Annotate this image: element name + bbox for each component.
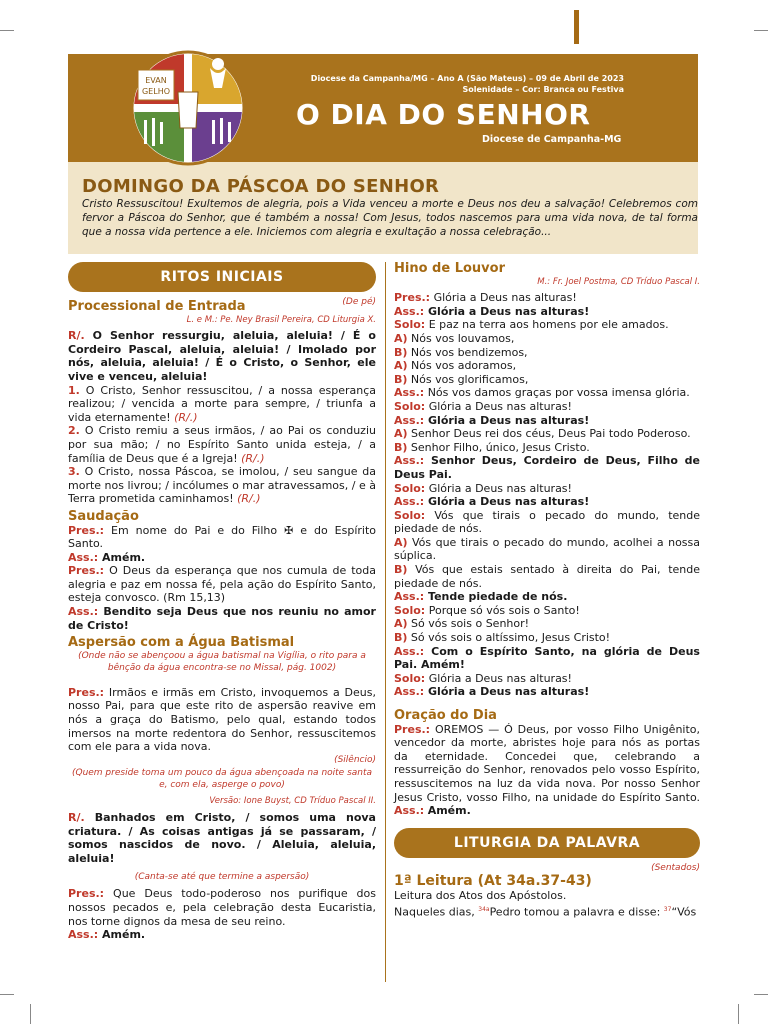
speaker-label: Ass.:: [68, 550, 99, 564]
stanza-number: 3.: [68, 465, 80, 479]
dialogue-line: [68, 686, 376, 754]
rubric-note: (Canta-se até que termine a aspersão): [134, 872, 310, 883]
refrain-text: O Senhor ressurgiu, aleluia, aleluia! / É o Cordeiro Pascal, aleluia, aleluia! / Imolado por nós, aleluia, aleluia! / É o Cristo, o Senhor, ele vive e venceu, aleluia!: [68, 329, 376, 383]
speaker-label: B): [394, 563, 408, 577]
register-bar: [574, 10, 579, 44]
speaker-label: Solo:: [394, 318, 426, 332]
speaker-label: Pres.:: [394, 291, 431, 305]
dialogue-text: Glória a Deus nas alturas!: [428, 495, 590, 509]
crop-mark: [30, 1004, 31, 1024]
speaker-label: B): [394, 345, 408, 359]
stanza-text: O Cristo remiu a seus irmãos, / ao Pai os conduziu por sua mão; / no Espírito Santo unida esteja, / a família de Deus que é a Igreja!: [68, 424, 376, 465]
speaker-label: Pres.:: [68, 685, 105, 699]
speaker-label: A): [394, 359, 408, 373]
stanza: [68, 384, 376, 425]
dialogue-text: Glória a Deus nas alturas!: [428, 671, 572, 685]
speaker-label: Ass.:: [394, 495, 425, 509]
dialogue-line: [68, 551, 376, 565]
dialogue-line: [394, 332, 700, 346]
dialogue-text: Vós que tirais o pecado do mundo, tende piedade de nós.: [394, 508, 700, 536]
stanza-text: O Cristo, Senhor ressuscitou, / a nossa esperança realizou; / vencida a morte para sempre, / triunfa a vida eternamente!: [68, 383, 377, 424]
dialogue-text: Glória a Deus nas alturas!: [428, 481, 572, 495]
dialogue-text: Glória a Deus nas alturas!: [428, 685, 590, 699]
rubric-note: (Quem preside toma um pouco da água abençoada na noite santa e, com ela, asperge o povo): [71, 768, 373, 791]
speaker-label: Ass.:: [394, 454, 425, 468]
crop-mark: [738, 1004, 739, 1024]
speaker-label: Ass.:: [394, 685, 425, 699]
speaker-label: Ass.:: [68, 928, 99, 942]
intro-text: Cristo Ressuscitou! Exultemos de alegria, pois a Vida venceu a morte e Deus nos deu a salvação! Celebremos com fervor a Páscoa do Senhor, que é também a nossa! Com Jesus, todos nascemos para uma vida nova, de tal forma que a nossa vida pertence a ele. Iniciemos com alegria e exultação a nossa celebração...: [82, 198, 698, 238]
dialogue-list: [68, 524, 376, 633]
dialogue-line: [68, 524, 376, 551]
speaker-label: Solo:: [394, 671, 426, 685]
dialogue-line: [394, 305, 700, 319]
speaker-label: Ass.:: [394, 386, 425, 400]
refrain-label: R/.: [68, 329, 85, 343]
dialogue-line: [68, 564, 376, 605]
verse-number: 37: [663, 905, 672, 913]
music-source: L. e M.: Pe. Ney Brasil Pereira, CD Liturgia X.: [186, 314, 376, 325]
speaker-label: A): [394, 617, 408, 631]
speaker-label: Pres.:: [68, 887, 105, 901]
dialogue-line: [394, 359, 700, 373]
dialogue-line: [394, 604, 700, 618]
refrain: [68, 811, 376, 865]
speaker-label: B): [394, 631, 408, 645]
dialogue-line: [394, 373, 700, 387]
verse-number: 34a: [478, 905, 490, 913]
gospel-logo-icon: [118, 48, 258, 168]
dialogue-text: Senhor Deus rei dos céus, Deus Pai todo Poderoso.: [411, 427, 691, 441]
dialogue-line: [394, 441, 700, 455]
dialogue-text: Amém.: [427, 804, 471, 818]
dialogue-line: [394, 386, 700, 400]
reading-title: 1ª Leitura (At 34a.37-43): [394, 873, 592, 890]
dialogue-line: [394, 563, 700, 590]
posture-note: (Sentados): [651, 862, 700, 873]
dialogue-text: Que Deus todo-poderoso nos purifique dos nossos pecados e, pela celebração desta Eucaristia, nos torne dignos da mesa de seu reino.: [68, 887, 377, 928]
speaker-label: B): [394, 372, 408, 386]
section-banner: LITURGIA DA PALAVRA: [394, 828, 700, 858]
crop-mark: [0, 994, 14, 995]
dialogue-text: Irmãos e irmãs em Cristo, invoquemos a Deus, nosso Pai, para que este rito de aspersão reavive em nós a graça do Batismo, pelo qual, estando todos imersos na morte redentora do Senhor, ressuscitemos com ele para a vida nova.: [68, 685, 376, 754]
dialogue-text: Senhor Deus, Cordeiro de Deus, Filho de Deus Pai.: [394, 454, 700, 481]
section-title: Oração do Dia: [394, 708, 497, 723]
speaker-label: Ass.:: [394, 590, 425, 604]
dialogue-line: [68, 605, 376, 632]
dialogue-line: [394, 454, 700, 481]
dialogue-text: Glória a Deus nas alturas!: [428, 413, 590, 427]
dialogue-text: Amém.: [102, 928, 146, 942]
dialogue-text: E paz na terra aos homens por ele amados.: [428, 318, 669, 332]
left-column: [68, 262, 376, 942]
dialogue-line: [394, 672, 700, 686]
dialogue-text: Vós que tirais o pecado do mundo, acolhei a nossa súplica.: [394, 535, 700, 563]
dialogue-text: Só vós sois o Senhor!: [411, 617, 530, 631]
stanza-number: 2.: [68, 424, 80, 438]
dialogue-text: Em nome do Pai e do Filho ✠ e do Espírito Santo.: [68, 523, 377, 551]
reading-fragment: Naqueles dias,: [394, 905, 475, 919]
dialogue-line: [394, 645, 700, 672]
dialogue-text: Nós vos louvamos,: [411, 331, 515, 345]
masthead: [68, 54, 698, 254]
collect-prayer: [394, 723, 700, 818]
speaker-label: Ass.:: [394, 413, 425, 427]
music-source: Versão: Ione Buyst, CD Tríduo Pascal II.: [209, 796, 376, 807]
refrain-cue: (R/.): [237, 492, 261, 506]
reading-intro: Leitura dos Atos dos Apóstolos.: [394, 888, 567, 902]
dialogue-line: [394, 495, 700, 509]
dialogue-text: Vós que estais sentado à direita do Pai, tende piedade de nós.: [394, 563, 700, 590]
svg-text:GELHO: GELHO: [141, 87, 171, 96]
music-source: M.: Fr. Joel Postma, CD Tríduo Pascal I.: [537, 276, 700, 287]
refrain-label: R/.: [68, 811, 85, 824]
stanza-list: [68, 384, 376, 506]
speaker-label: B): [394, 440, 408, 454]
right-column: [394, 262, 700, 919]
dialogue-line: [394, 590, 700, 604]
dialogue-text: Com o Espírito Santo, na glória de Deus Pai. Amém!: [394, 644, 700, 672]
dialogue-line: [394, 400, 700, 414]
page-title: O DIA DO SENHOR: [296, 98, 591, 131]
dialogue-text: Nós vos glorificamos,: [410, 372, 529, 386]
dialogue-text: Só vós sois o altíssimo, Jesus Cristo!: [410, 631, 611, 645]
speaker-label: Solo:: [394, 481, 426, 495]
posture-note: (De pé): [342, 297, 376, 307]
rubric-note: (Onde não se abençoou a água batismal na Vigília, o rito para a bênção da água encontra-se no Missal, pág. 1002): [78, 650, 366, 673]
refrain-cue: (R/.): [174, 410, 198, 424]
section-title: Hino de Louvor: [394, 261, 505, 276]
dialogue-text: Nós vos adoramos,: [411, 359, 517, 373]
speaker-label: Ass.:: [394, 804, 425, 818]
speaker-label: Solo:: [394, 603, 426, 617]
dialogue-line: [394, 509, 700, 536]
dialogue-line: [394, 346, 700, 360]
speaker-label: Solo:: [394, 508, 426, 522]
dialogue-line: [394, 414, 700, 428]
dialogue-text: Porque só vós sois o Santo!: [428, 603, 580, 617]
column-divider: [385, 262, 386, 982]
crop-mark: [0, 30, 14, 31]
crop-mark: [754, 994, 768, 995]
dialogue-text: Glória a Deus nas alturas!: [428, 304, 590, 318]
hymn-lines: [394, 291, 700, 699]
crop-mark: [754, 30, 768, 31]
speaker-label: Ass.:: [394, 304, 425, 318]
dialogue-text: Glória a Deus nas alturas!: [428, 399, 572, 413]
refrain-text: Banhados em Cristo, / somos uma nova criatura. / As coisas antigas já se passaram, / somos nascidos de novo. / Aleluia, aleluia, aleluia!: [68, 811, 376, 865]
section-title: Processional de Entrada: [68, 299, 246, 314]
speaker-label: Ass.:: [68, 605, 99, 619]
reading-text: [394, 903, 700, 919]
silence-note: (Silêncio): [334, 754, 376, 765]
speaker-label: Pres.:: [68, 564, 105, 578]
stanza-number: 1.: [68, 383, 80, 397]
refrain-cue: (R/.): [241, 451, 265, 465]
speaker-label: Ass.:: [394, 644, 425, 658]
dialogue-text: O Deus da esperança que nos cumula de toda alegria e paz em nossa fé, pela ação do Espírito Santo, esteja convosco. (Rm 15,13): [68, 564, 377, 605]
dialogue-text: Bendito seja Deus que nos reuniu no amor de Cristo!: [68, 605, 376, 632]
speaker-label: A): [394, 331, 408, 345]
speaker-label: Pres.:: [394, 722, 431, 736]
reading-fragment: Pedro tomou a palavra e disse:: [489, 905, 661, 919]
dialogue-line: [394, 617, 700, 631]
dialogue-line: [394, 318, 700, 332]
dialogue-text: Nós vos damos graças por vossa imensa glória.: [427, 386, 690, 400]
reading-fragment: “Vós: [671, 905, 697, 919]
speaker-label: A): [394, 535, 408, 549]
dialogue-text: OREMOS — Ó Deus, por vosso Filho Unigênito, vencedor da morte, abristes hoje para nós as portas da eternidade. Concedei que, celebrando a ressurreição do Senhor, renovados pelo vosso Espírito, ressuscitemos na luz da vida nova. Por nosso Senhor Jesus Cristo, vosso Filho, na unidade do Espírito Santo.: [394, 722, 701, 804]
svg-text:EVAN: EVAN: [145, 76, 167, 85]
stanza: [68, 465, 376, 506]
dialogue-text: Amém.: [102, 550, 146, 564]
dialogue-line: [394, 427, 700, 441]
dialogue-text: Senhor Filho, único, Jesus Cristo.: [410, 440, 590, 454]
edition-info: Diocese da Campanha/MG – Ano A (São Mateus) – 09 de Abril de 2023: [310, 74, 624, 83]
section-title: Saudação: [68, 508, 139, 524]
dialogue-line: [394, 685, 700, 699]
dialogue-line: [394, 482, 700, 496]
speaker-label: Solo:: [394, 399, 426, 413]
section-title: Aspersão com a Água Batismal: [68, 635, 295, 651]
section-banner: RITOS INICIAIS: [68, 262, 376, 292]
dialogue-text: Tende piedade de nós.: [428, 590, 568, 604]
stanza-text: O Cristo, nossa Páscoa, se imolou, / seu sangue da morte nos livrou; / incólumes o mar atravessamos, / e à Terra prometida caminhamos!: [68, 465, 376, 506]
sunday-heading: DOMINGO DA PÁSCOA DO SENHOR: [82, 176, 440, 197]
dialogue-line: [394, 536, 700, 563]
stanza: [68, 424, 376, 465]
solemnity-info: Solenidade – Cor: Branca ou Festiva: [462, 85, 624, 94]
dialogue-line: [68, 928, 376, 942]
speaker-label: Pres.:: [68, 523, 105, 537]
dialogue-line: [394, 291, 700, 305]
refrain: [68, 329, 376, 383]
dialogue-text: Nós vos bendizemos,: [410, 345, 528, 359]
dialogue-line: [68, 887, 376, 928]
speaker-label: A): [394, 427, 408, 441]
dialogue-text: Glória a Deus nas alturas!: [433, 291, 577, 305]
page-subtitle: Diocese de Campanha-MG: [482, 134, 622, 145]
dialogue-line: [394, 631, 700, 645]
